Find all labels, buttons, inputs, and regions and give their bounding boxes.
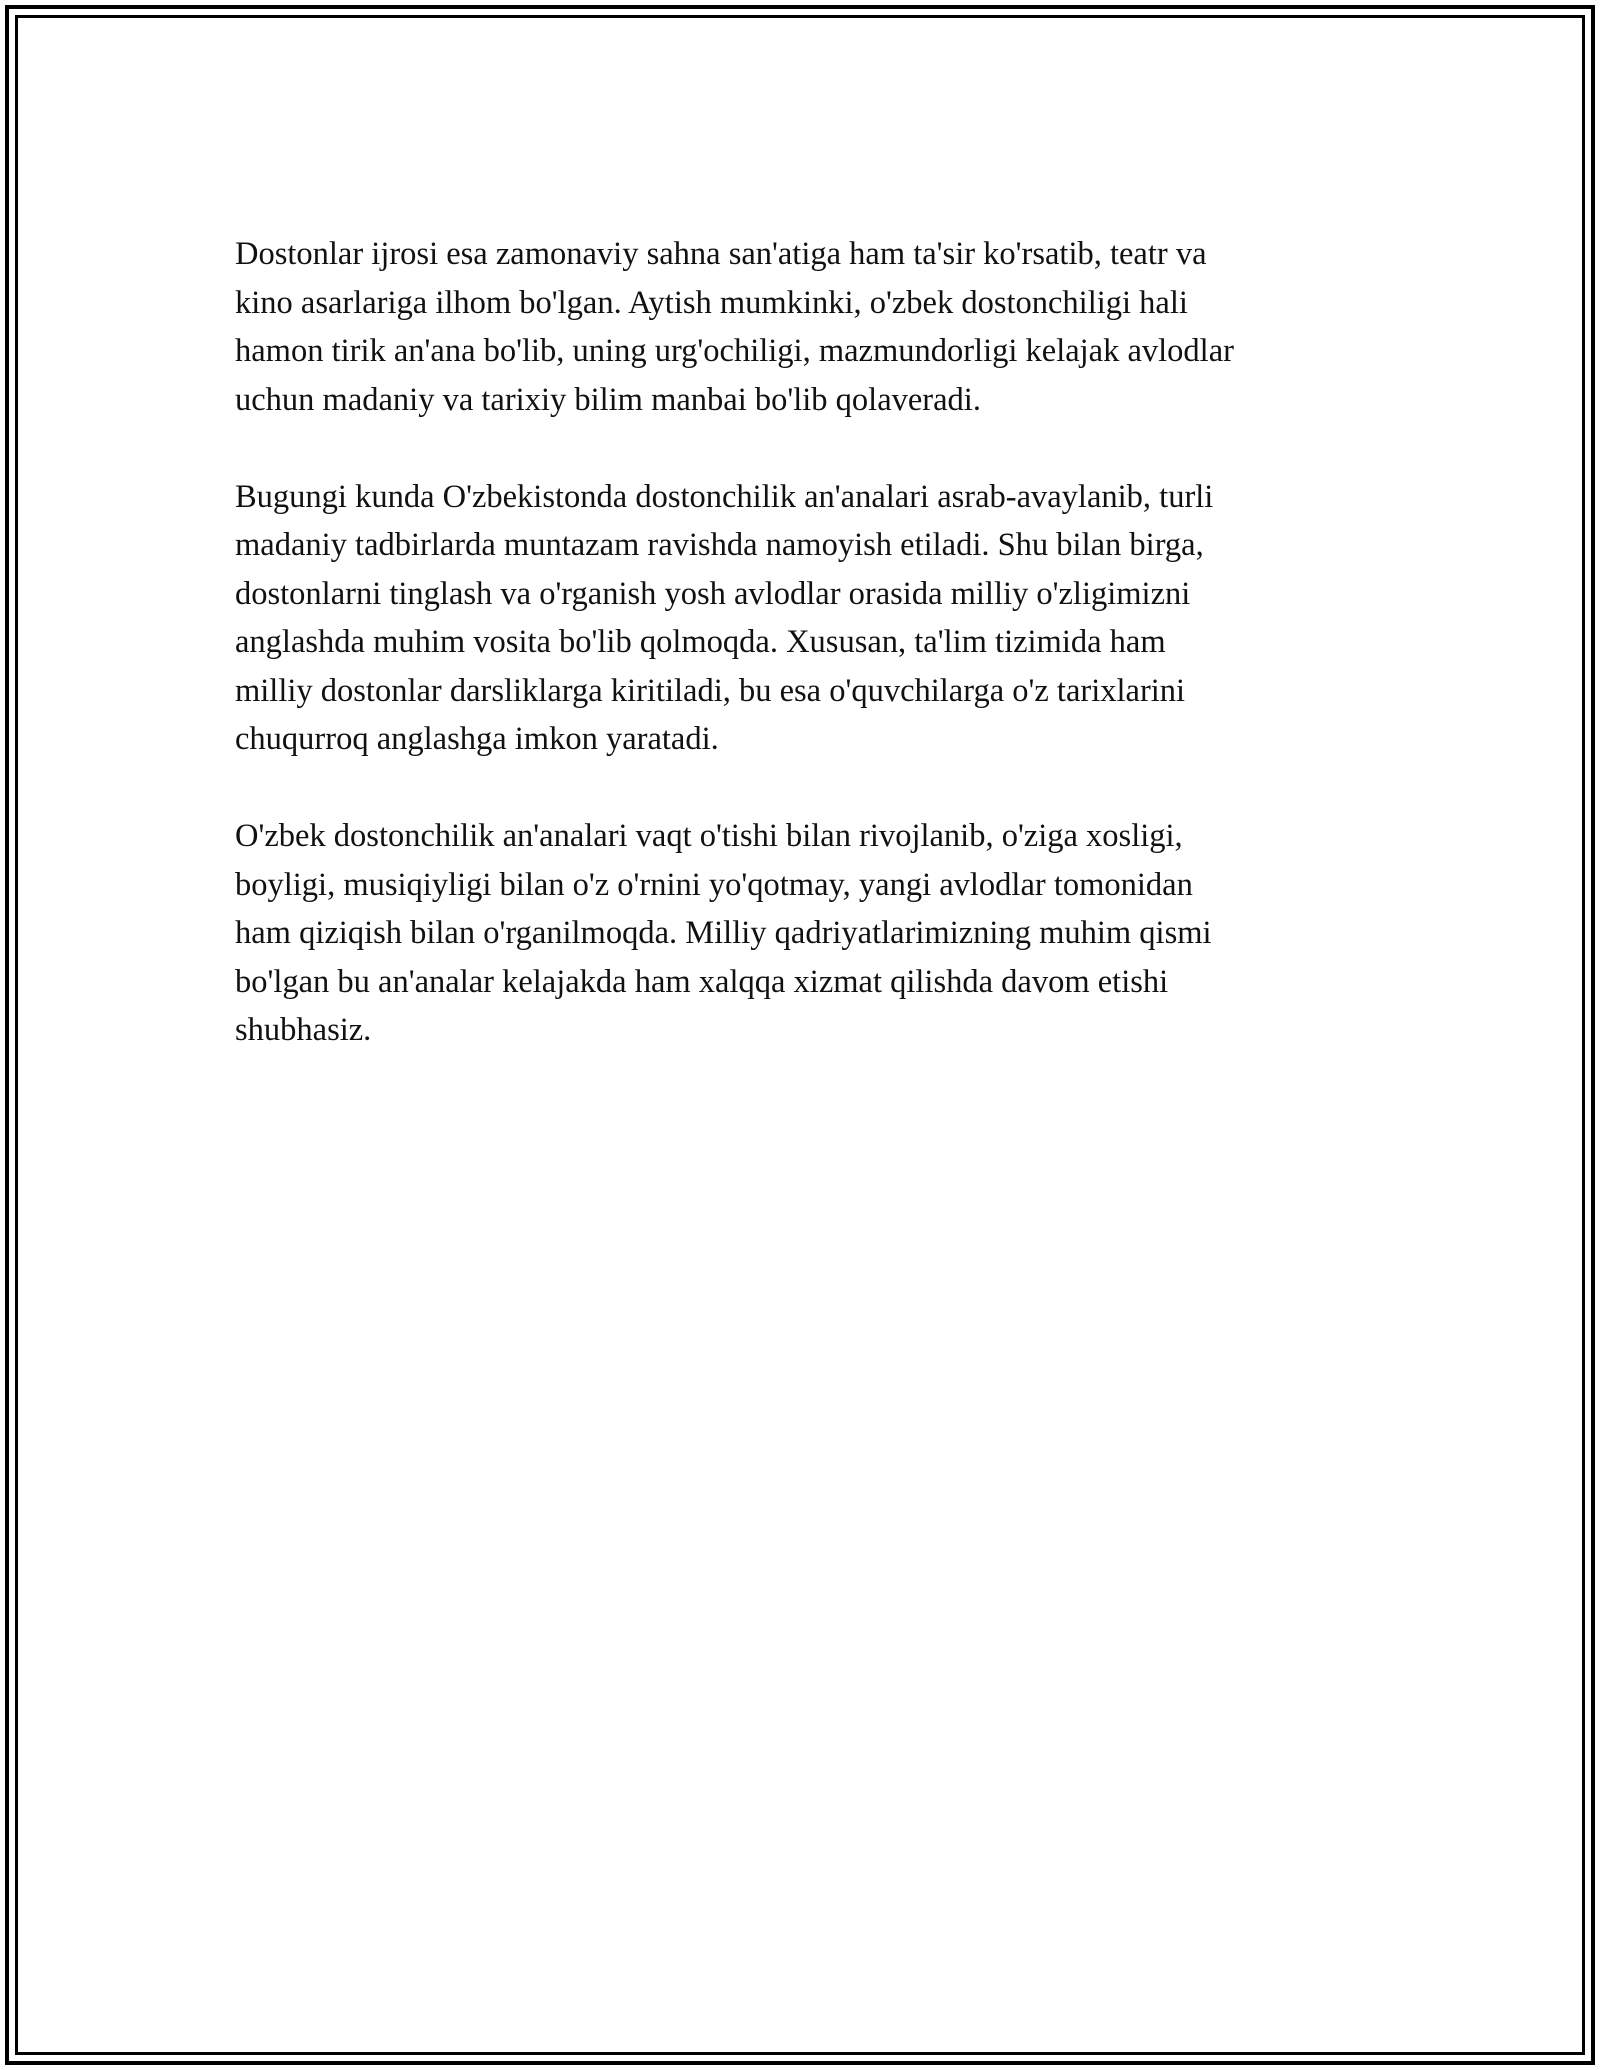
document-body — [235, 230, 1375, 1103]
paragraph-2: Bugungi kunda O'zbekistonda dostonchilik an'analari asrab-avaylanib, turli madaniy tadbirlarda muntazam ravishda namoyish etiladi. Shu bilan birga, dostonlarni tinglash va o'rganish yosh avlodlar orasida milliy o'zligimizni anglashda muhim vosita bo'lib qolmoqda. Xususan, ta'lim tizimida ham milliy dostonlar darsliklarga kiritiladi, bu esa o'quvchilarga o'z tarixlarini chuqurroq anglashga imkon yaratadi. — [235, 478, 1214, 757]
paragraph-1: Dostonlar ijrosi esa zamonaviy sahna san'atiga ham ta'sir ko'rsatib, teatr va kino asarlariga ilhom bo'lgan. Aytish mumkinki, o'zbek dostonchiligi hali hamon tirik an'ana bo'lib, uning urg'ochiligi, mazmundorligi kelajak avlodlar uchun madaniy va tarixiy bilim manbai bo'lib qolaveradi. — [235, 236, 1234, 418]
paragraph-3: O'zbek dostonchilik an'analari vaqt o'tishi bilan rivojlanib, o'ziga xosligi, boyligi, musiqiyligi bilan o'z o'rnini yo'qotmay, yangi avlodlar tomonidan ham qiziqish bilan o'rganilmoqda. Milliy qadriyatlarimizning muhim qismi bo'lgan bu an'analar kelajakda ham xalqqa xizmat qilishda davom etishi shubhasiz. — [235, 818, 1212, 1048]
